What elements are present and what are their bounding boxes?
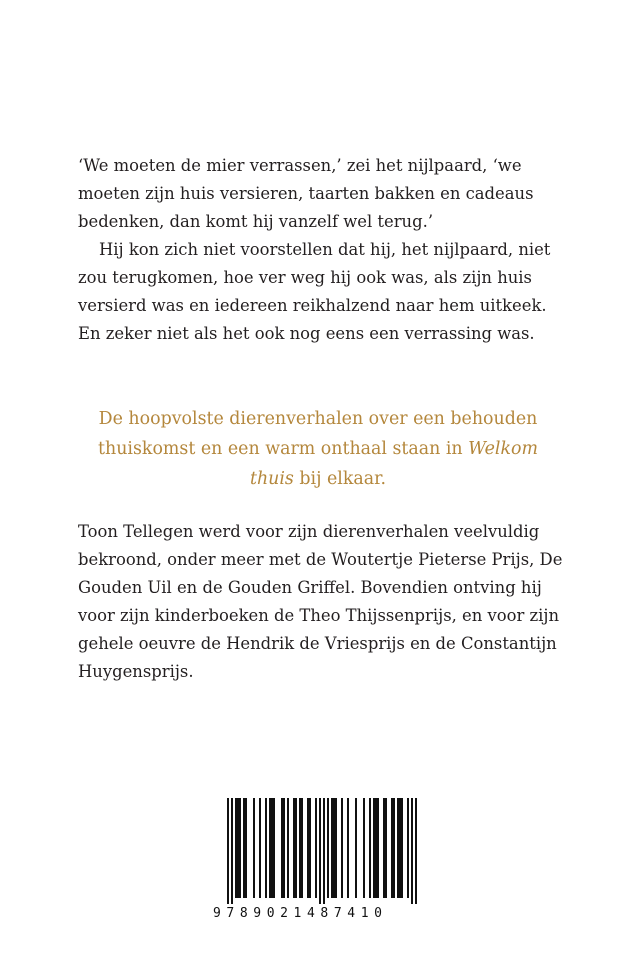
barcode-bar-27 (397, 798, 403, 898)
barcode-bar-15 (319, 798, 321, 904)
blurb-text-after: bij elkaar. (293, 469, 387, 489)
book-title: Welkom thuis (249, 439, 538, 489)
barcode-bar-25 (383, 798, 387, 898)
barcode-bar-4 (243, 798, 247, 898)
barcode-bar-22 (363, 798, 365, 898)
barcode-bar-13 (307, 798, 311, 898)
author-bio: Toon Tellegen werd voor zijn dierenverhalen veelvuldig bekroond, onder meer met de Woutertje Pieterse Prijs, De Gouden Uil en de Gouden Griffel. Bovendien ontving hij voor zijn kinderboeken de Theo Thijssenprijs, en voor zijn gehele oeuvre de Hendrik de Vriesprijs en de Constantijn Huygensprijs. (78, 522, 563, 681)
barcode-bar-28 (407, 798, 409, 898)
barcode-bar-19 (341, 798, 343, 898)
barcode-bar-21 (355, 798, 357, 898)
barcode-bar-12 (299, 798, 303, 898)
promo-blurb (78, 404, 558, 494)
barcode-bar-2 (231, 798, 233, 904)
barcode-bar-24 (373, 798, 379, 898)
barcode-bar-6 (259, 798, 261, 898)
barcode-bar-16 (323, 798, 325, 904)
barcode-bar-17 (327, 798, 329, 898)
barcode-bar-11 (293, 798, 297, 898)
barcode-bar-14 (315, 798, 317, 898)
barcode-bar-3 (235, 798, 241, 898)
excerpt-paragraph-1: ‘We moeten de mier verrassen,’ zei het nijlpaard, ‘we moeten zijn huis versieren, taarten bakken en cadeaus bedenken, dan komt hij vanzelf wel terug.’ (78, 156, 534, 231)
blurb-text-before: De hoopvolste dierenverhalen over een behouden thuiskomst en een warm onthaal staan in (98, 409, 538, 459)
barcode-bars (213, 798, 425, 906)
barcode-bar-10 (287, 798, 289, 898)
barcode-bar-18 (331, 798, 337, 898)
barcode-bar-23 (369, 798, 371, 898)
barcode-bar-1 (227, 798, 229, 904)
excerpt-paragraph-2: Hij kon zich niet voorstellen dat hij, het nijlpaard, niet zou terugkomen, hoe ver weg hij ook was, als zijn huis versierd was en iedereen reikhalzend naar hem uitkeek. En zeker niet als het ook nog eens een verrassing was. (78, 240, 551, 343)
barcode-bar-26 (391, 798, 395, 898)
isbn-barcode (213, 798, 425, 928)
barcode-bar-8 (269, 798, 275, 898)
story-excerpt (78, 152, 568, 348)
barcode-bar-9 (281, 798, 285, 898)
isbn-number: 9789021487410 (213, 906, 388, 921)
barcode-bar-30 (415, 798, 417, 904)
barcode-bar-5 (253, 798, 255, 898)
barcode-bar-7 (265, 798, 267, 898)
barcode-bar-29 (411, 798, 413, 904)
barcode-bar-20 (347, 798, 349, 898)
